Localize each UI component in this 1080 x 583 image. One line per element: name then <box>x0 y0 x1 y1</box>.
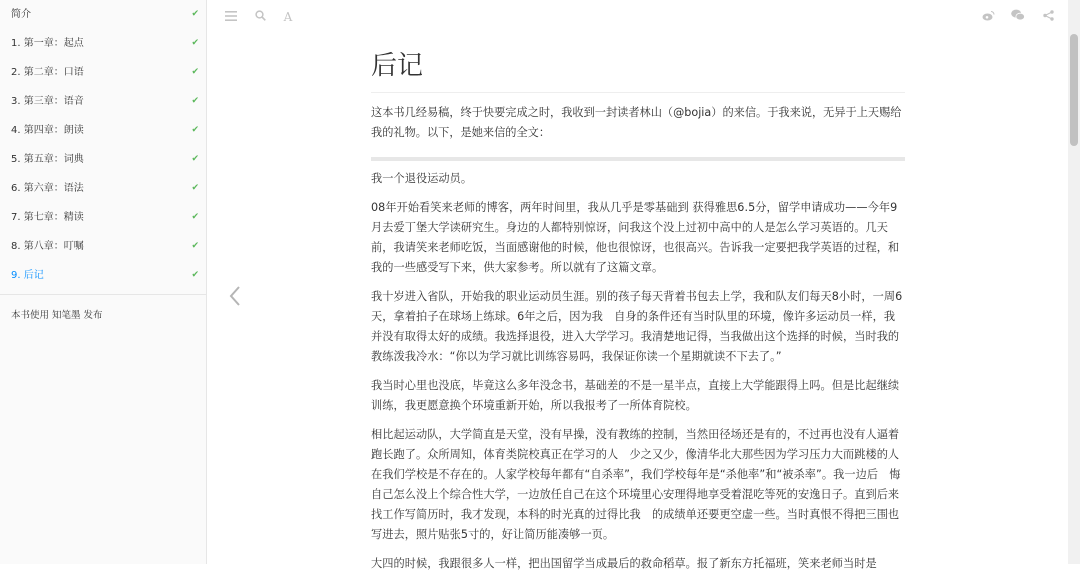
sidebar-item-label: 1. 第一章：起点 <box>11 38 84 49</box>
search-icon[interactable] <box>251 9 269 25</box>
menu-icon[interactable] <box>222 9 240 25</box>
prev-page-button[interactable] <box>229 285 241 313</box>
article-body <box>371 169 905 574</box>
sidebar-item[interactable] <box>0 0 206 29</box>
sidebar-footer[interactable]: 本书使用 知笔墨 发布 <box>11 310 103 321</box>
sidebar-item-label: 简介 <box>11 9 31 20</box>
check-icon: ✔ <box>191 67 199 77</box>
sidebar-item[interactable] <box>0 174 206 203</box>
weibo-icon[interactable] <box>979 9 997 25</box>
font-icon[interactable]: A <box>283 10 293 24</box>
paragraph: 08年开始看笑来老师的博客，两年时间里，我从几乎是零基础到 获得雅思6.5分，留学申请成功——今年9月去爱丁堡大学读研究生。身边的人都特别惊讶，问我这个没上过初中高中的人是怎么学习英语的。几天前，我请笑来老师吃饭，当面感谢他的时候，他也很惊讶，也很高兴。告诉我一定要把我学英语的过程，和我的一些感受写下来，供大家参考。所以就有了这篇文章。 <box>371 201 900 274</box>
sidebar-item-label: 8. 第八章：叮嘱 <box>11 241 84 252</box>
sidebar-item-label: 4. 第四章：朗读 <box>11 125 84 136</box>
sidebar-item-label: 7. 第七章：精读 <box>11 212 84 223</box>
sidebar-item[interactable] <box>0 87 206 116</box>
sidebar-item[interactable] <box>0 203 206 232</box>
check-icon: ✔ <box>191 125 199 135</box>
paragraph: 我当时心里也没底，毕竟这么多年没念书，基础差的不是一星半点，直接上大学能跟得上吗。但是比起继续训练，我更愿意换个环境重新开始，所以我报考了一所体育院校。 <box>371 379 900 412</box>
intro-paragraph: 这本书几经易稿，终于快要完成之时，我收到一封读者林山（@bojia）的来信。于我来说，无异于上天赐给我的礼物。以下，是她来信的全文： <box>371 106 902 139</box>
sidebar-item[interactable] <box>0 232 206 261</box>
page-content <box>371 44 905 583</box>
page-title: 后记 <box>371 44 905 93</box>
paragraph: 我一个退役运动员。 <box>371 172 473 185</box>
sidebar-item[interactable] <box>0 29 206 58</box>
scrollbar[interactable] <box>1068 0 1080 564</box>
table-of-contents <box>0 0 206 290</box>
sidebar <box>0 0 207 564</box>
sidebar-item[interactable] <box>0 58 206 87</box>
check-icon: ✔ <box>191 96 199 106</box>
sidebar-item[interactable] <box>0 116 206 145</box>
check-icon: ✔ <box>191 241 199 251</box>
sidebar-item-label: 2. 第二章：口语 <box>11 67 84 78</box>
sidebar-item-label: 6. 第六章：语法 <box>11 183 84 194</box>
sidebar-item-label: 3. 第三章：语音 <box>11 96 84 107</box>
toolbar <box>208 0 1065 34</box>
chevron-left-icon <box>229 285 241 307</box>
check-icon: ✔ <box>191 212 199 222</box>
sidebar-item-label: 9. 后记 <box>11 270 44 281</box>
check-icon: ✔ <box>191 9 199 19</box>
paragraph: 我十岁进入省队，开始我的职业运动员生涯。别的孩子每天背着书包去上学，我和队友们每天8小时，一周6天，拿着拍子在球场上练球。6年之后，因为我 自身的条件还有当时队里的环境，像许多运动员一样，我并没有取得太好的成绩。我选择退役，进入大学学习。我清楚地记得，当我做出这个选择的时候，当时我的 教练泼我冷水：“你以为学习就比训练容易吗，我保证你读一个星期就读不下去了。” <box>371 290 903 363</box>
check-icon: ✔ <box>191 38 199 48</box>
section-divider <box>371 157 905 161</box>
check-icon: ✔ <box>191 183 199 193</box>
sidebar-item[interactable] <box>0 261 206 290</box>
sidebar-item-label: 5. 第五章：词典 <box>11 154 84 165</box>
paragraph: 大四的时候，我跟很多人一样，把出国留学当成最后的救命稻草。报了新东方托福班，笑来老师当时是 <box>371 557 877 570</box>
sidebar-item[interactable] <box>0 145 206 174</box>
wechat-icon[interactable] <box>1009 9 1027 25</box>
scrollbar-thumb[interactable] <box>1070 34 1078 146</box>
paragraph: 相比起运动队，大学简直是天堂，没有早操，没有教练的控制，当然田径场还是有的，不过再也没有人逼着跑长跑了。众所周知，体育类院校真正在学习的人 少之又少，像清华北大那些因为学习压力大而跳楼的人在我们学校是不存在的。人家学校每年都有“自杀率”，我们学校每年是“杀他率”和“被杀率”。我一边后 悔自己怎么没上个综合性大学，一边放任自己在这个环境里心安理得地享受着混吃等死的安逸日子。直到后来找工作写简历时，我才发现，本科的时光真的过得比我 的成绩单还要更空虚一些。当时真恨不得把三围也写进去，照片贴张5寸的，好让简历能凑够一页。 <box>371 428 901 541</box>
check-icon: ✔ <box>191 154 199 164</box>
check-icon: ✔ <box>191 270 199 280</box>
share-icon[interactable] <box>1039 9 1057 25</box>
